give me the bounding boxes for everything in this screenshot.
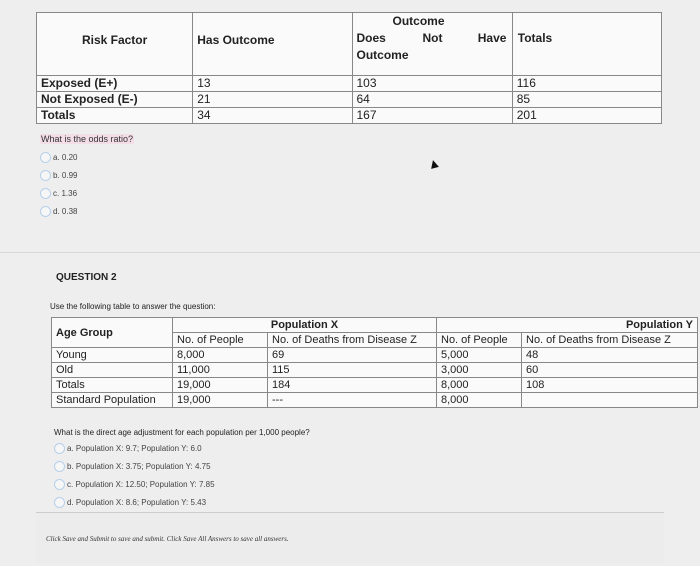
radio-icon[interactable]: [40, 188, 51, 199]
cell-y-deaths: [522, 393, 698, 408]
header-totals: Totals: [517, 31, 553, 45]
radio-icon[interactable]: [40, 206, 51, 217]
header-y-people: No. of People: [437, 333, 522, 348]
age-adjustment-table: [51, 317, 698, 408]
row-label: Young: [52, 348, 173, 363]
header-y-deaths: No. of Deaths from Disease Z: [522, 333, 698, 348]
cell-y-people: 5,000: [437, 348, 522, 363]
question-2-options: [54, 439, 215, 511]
question-divider: [0, 252, 700, 253]
table-row: [52, 363, 698, 378]
header-population-y: Population Y: [437, 318, 698, 333]
cell-has-outcome: 13: [193, 76, 352, 92]
header-outcome: Outcome: [392, 14, 445, 28]
cell-total: 201: [512, 108, 661, 124]
header-risk-factor: Risk Factor: [37, 13, 193, 76]
option-label: a. 0.20: [53, 152, 78, 162]
header-outcome-word: Outcome: [356, 48, 409, 62]
radio-icon[interactable]: [40, 170, 51, 181]
table-row: [52, 378, 698, 393]
table-row: [37, 76, 662, 92]
radio-icon[interactable]: [54, 443, 65, 454]
row-label: Exposed (E+): [37, 76, 193, 92]
risk-factor-table: [36, 12, 662, 124]
header-x-people: No. of People: [173, 333, 268, 348]
header-age-group: Age Group: [52, 318, 173, 348]
radio-icon[interactable]: [40, 152, 51, 163]
table-row: [52, 348, 698, 363]
row-label: Standard Population: [52, 393, 173, 408]
header-does: Does: [356, 31, 386, 45]
mouse-cursor-icon: [429, 159, 439, 169]
cell-x-people: 19,000: [173, 378, 268, 393]
answer-option-c[interactable]: [54, 475, 215, 493]
row-label: Old: [52, 363, 173, 378]
cell-x-deaths: 184: [268, 378, 437, 393]
question-1-text: What is the odds ratio?: [41, 134, 134, 144]
header-x-deaths: No. of Deaths from Disease Z: [268, 333, 437, 348]
cell-no-outcome: 103: [352, 76, 512, 92]
answer-option-d[interactable]: [54, 493, 215, 511]
cell-y-deaths: 108: [522, 378, 698, 393]
question-2-text: What is the direct age adjustment for each population per 1,000 people?: [54, 428, 310, 437]
option-label: c. Population X: 12.50; Population Y: 7.85: [67, 479, 215, 489]
question-1: [40, 134, 134, 220]
option-label: b. 0.99: [53, 170, 78, 180]
header-have: Have: [477, 31, 507, 45]
cell-y-people: 8,000: [437, 393, 522, 408]
cell-x-deaths: 115: [268, 363, 437, 378]
answer-option-c[interactable]: [40, 184, 134, 202]
table-row: [52, 393, 698, 408]
radio-icon[interactable]: [54, 461, 65, 472]
cell-y-deaths: 60: [522, 363, 698, 378]
table-row: [37, 92, 662, 108]
radio-icon[interactable]: [54, 497, 65, 508]
header-totals-cell: [477, 13, 661, 76]
cell-x-deaths: 69: [268, 348, 437, 363]
question-2-title: QUESTION 2: [56, 272, 117, 283]
cell-has-outcome: 34: [193, 108, 352, 124]
row-label: Not Exposed (E-): [37, 92, 193, 108]
table-row: [37, 108, 662, 124]
answer-option-b[interactable]: [54, 457, 215, 475]
footer-bar: [36, 512, 664, 563]
row-label: Totals: [52, 378, 173, 393]
row-label: Totals: [37, 108, 193, 124]
option-label: d. 0.38: [53, 206, 78, 216]
cell-x-people: 19,000: [173, 393, 268, 408]
header-not: Not: [422, 31, 443, 45]
footer-instructions: Click Save and Submit to save and submit. Click Save All Answers to save all answers.: [46, 535, 289, 543]
answer-option-a[interactable]: [40, 148, 134, 166]
cell-x-deaths: ---: [268, 393, 437, 408]
radio-icon[interactable]: [54, 479, 65, 490]
answer-option-d[interactable]: [40, 202, 134, 220]
option-label: a. Population X: 9.7; Population Y: 6.0: [67, 443, 202, 453]
answer-option-b[interactable]: [40, 166, 134, 184]
option-label: b. Population X: 3.75; Population Y: 4.75: [67, 461, 211, 471]
question-2-intro: Use the following table to answer the question:: [50, 302, 216, 311]
cell-no-outcome: 167: [352, 108, 512, 124]
cell-y-deaths: 48: [522, 348, 698, 363]
option-label: c. 1.36: [53, 188, 78, 198]
cell-no-outcome: 64: [352, 92, 512, 108]
cell-total: 116: [512, 76, 661, 92]
cell-y-people: 3,000: [437, 363, 522, 378]
cell-has-outcome: 21: [193, 92, 352, 108]
option-label: d. Population X: 8.6; Population Y: 5.43: [67, 497, 207, 507]
cell-total: 85: [512, 92, 661, 108]
cell-x-people: 11,000: [173, 363, 268, 378]
header-has-outcome: Has Outcome: [193, 13, 352, 76]
header-population-x: Population X: [173, 318, 437, 333]
answer-option-a[interactable]: [54, 439, 215, 457]
cell-y-people: 8,000: [437, 378, 522, 393]
cell-x-people: 8,000: [173, 348, 268, 363]
